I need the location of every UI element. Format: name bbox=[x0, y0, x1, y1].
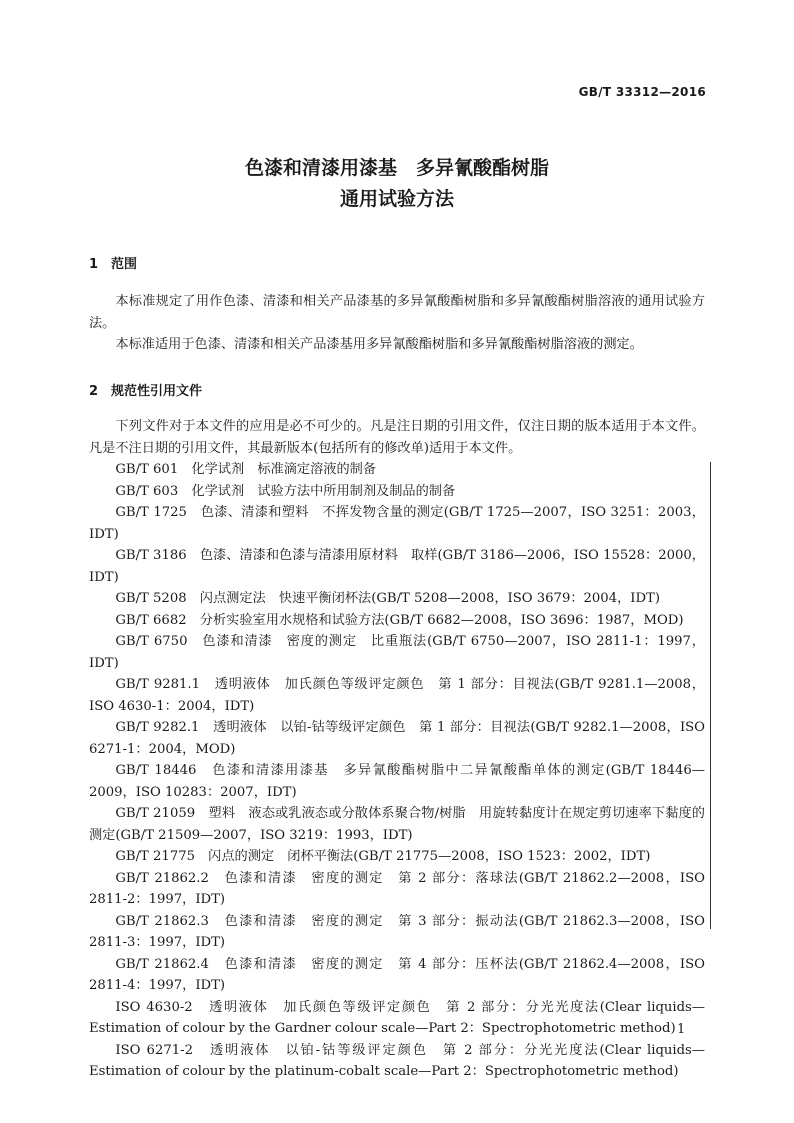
reference-item: GB/T 9282.1 透明液体 以铂-钴等级评定颜色 第 1 部分：目视法(GB/T 9282.1—2008，ISO 6271-1：2004，MOD) bbox=[89, 720, 705, 757]
title-line-1: 色漆和清漆用漆基 多异氰酸酯树脂 bbox=[244, 157, 549, 179]
reference-item: GB/T 3186 色漆、清漆和色漆与清漆用原材料 取样(GB/T 3186—2006，ISO 15528：2000，IDT) bbox=[89, 548, 705, 585]
margin-change-bar bbox=[710, 462, 711, 929]
section-2-intro-text: 下列文件对于本文件的应用是必不可少的。凡是注日期的引用文件，仅注日期的版本适用于本文件。凡是不注日期的引用文件，其最新版本(包括所有的修改单)适用于本文件。 bbox=[89, 419, 705, 456]
reference-item: GB/T 603 化学试剂 试验方法中所用制剂及制品的制备 bbox=[115, 483, 456, 499]
reference-item: GB/T 21862.2 色漆和清漆 密度的测定 第 2 部分：落球法(GB/T 21862.2—2008，ISO 2811-2：1997，IDT) bbox=[89, 870, 705, 907]
reference-item: GB/T 5208 闪点测定法 快速平衡闭杯法(GB/T 5208—2008，ISO 3679：2004，IDT) bbox=[115, 591, 660, 606]
section-1-body bbox=[89, 291, 705, 356]
section-1-paragraph: 本标准规定了用作色漆、清漆和相关产品漆基的多异氰酸酯树脂和多异氰酸酯树脂溶液的通用试验方法。 bbox=[89, 294, 705, 331]
section-1-paragraph: 本标准适用于色漆、清漆和相关产品漆基用多异氰酸酯树脂和多异氰酸酯树脂溶液的测定。 bbox=[115, 337, 643, 352]
reference-list bbox=[89, 459, 705, 1083]
standard-code: GB/T 33312—2016 bbox=[578, 85, 706, 99]
reference-item: GB/T 6682 分析实验室用水规格和试验方法(GB/T 6682—2008，ISO 3696：1987，MOD) bbox=[115, 612, 684, 628]
reference-item: ISO 6271-2 透明液体 以铂-钴等级评定颜色 第 2 部分：分光光度法(Clear liquids—Estimation of colour by the platinum-cobalt scale—Part 2：Spectrophotometric method) bbox=[89, 1042, 705, 1079]
section-2-intro bbox=[89, 416, 705, 459]
reference-item: GB/T 18446 色漆和清漆用漆基 多异氰酸酯树脂中二异氰酸酯单体的测定(GB/T 18446—2009，ISO 10283：2007，IDT) bbox=[89, 763, 705, 800]
section-1-heading: 1 范围 bbox=[89, 257, 138, 272]
reference-item: GB/T 1725 色漆、清漆和塑料 不挥发物含量的测定(GB/T 1725—2007，ISO 3251：2003，IDT) bbox=[89, 505, 705, 542]
reference-item: GB/T 21862.4 色漆和清漆 密度的测定 第 4 部分：压杯法(GB/T 21862.4—2008，ISO 2811-4：1997，IDT) bbox=[89, 956, 705, 993]
reference-item: GB/T 21059 塑料 液态或乳液态或分散体系聚合物/树脂 用旋转黏度计在规定剪切速率下黏度的测定(GB/T 21509—2007，ISO 3219：1993，IDT) bbox=[89, 806, 705, 843]
reference-item: GB/T 21775 闪点的测定 闭杯平衡法(GB/T 21775—2008，ISO 1523：2002，IDT) bbox=[115, 849, 651, 864]
title-line-2: 通用试验方法 bbox=[339, 188, 454, 210]
reference-item: GB/T 6750 色漆和清漆 密度的测定 比重瓶法(GB/T 6750—2007，ISO 2811-1：1997，IDT) bbox=[89, 634, 705, 671]
reference-item: ISO 4630-2 透明液体 加氏颜色等级评定颜色 第 2 部分：分光光度法(Clear liquids—Estimation of colour by the Gardner colour scale—Part 2：Spectrophotometric method) bbox=[89, 999, 705, 1036]
reference-item: GB/T 21862.3 色漆和清漆 密度的测定 第 3 部分：振动法(GB/T 21862.3—2008，ISO 2811-3：1997，IDT) bbox=[89, 913, 705, 950]
reference-item: GB/T 601 化学试剂 标准滴定溶液的制备 bbox=[115, 462, 377, 477]
section-2-heading: 2 规范性引用文件 bbox=[89, 384, 203, 399]
reference-item: GB/T 9281.1 透明液体 加氏颜色等级评定颜色 第 1 部分：目视法(GB/T 9281.1—2008，ISO 4630-1：2004，IDT) bbox=[89, 677, 705, 714]
page-number: 1 bbox=[677, 1022, 686, 1037]
